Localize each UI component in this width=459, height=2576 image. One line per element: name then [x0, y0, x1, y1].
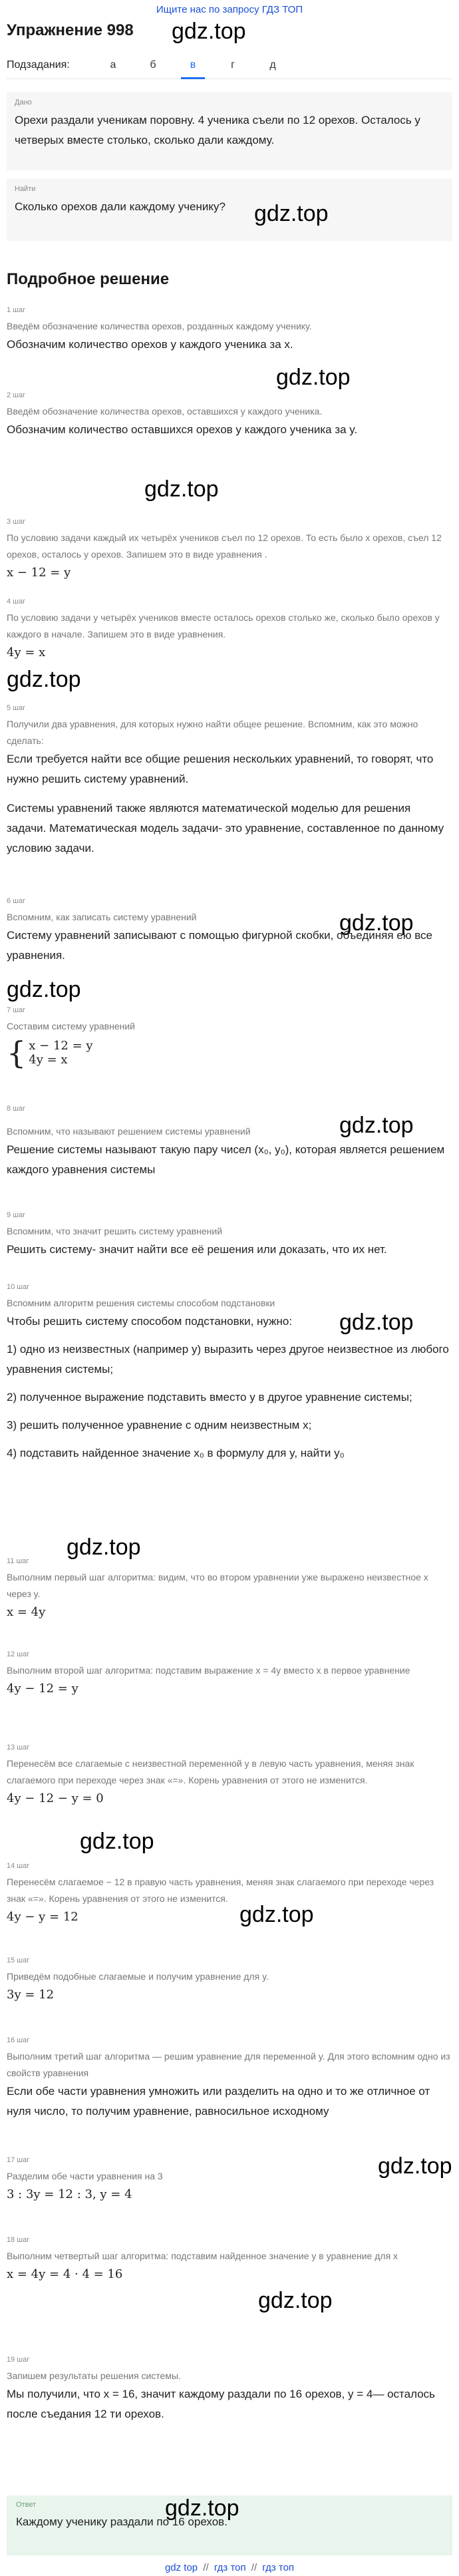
watermark: gdz.top: [339, 1310, 414, 1335]
step-number: 15 шаг: [7, 1956, 30, 1964]
given-box: [7, 92, 452, 170]
step-text: Систему уравнений записывают с помощью фигурной скобки, объединяя ею все уравнения.: [7, 929, 433, 962]
step-number: 5 шаг: [7, 704, 26, 712]
step-hint: Разделим обе части уравнения на 3: [7, 2171, 163, 2181]
step-15: [7, 1956, 452, 2002]
step-17: [7, 2156, 452, 2201]
step-18: [7, 2236, 452, 2281]
watermark: gdz.top: [144, 476, 219, 502]
algorithm-item: 1) одно из неизвестных (например y) выразить через другое неизвестное из любого уравнения системы;: [7, 1343, 449, 1376]
step-hint: Приведём подобные слагаемые и получим уравнение для y.: [7, 1971, 269, 1982]
footer-link[interactable]: gdz top: [164, 2562, 198, 2573]
step-16: [7, 2036, 452, 2121]
subtask-tab-v[interactable]: в: [173, 59, 213, 71]
step-8: [7, 1105, 452, 1180]
step-13: [7, 1744, 452, 1805]
step-hint: Выполним четвертый шаг алгоритма: подставим найденное значение y в уравнение для x: [7, 2251, 398, 2261]
step-hint: Запишем результаты решения системы.: [7, 2370, 181, 2381]
step-hint: Выполним первый шаг алгоритма: видим, что во втором уравнении уже выражено неизвестное x через y.: [7, 1572, 428, 1599]
solution-title: Подробное решение: [7, 270, 170, 288]
step-number: 13 шаг: [7, 1744, 30, 1751]
step-hint: Вспомним, что значит решить систему уравнений: [7, 1226, 223, 1236]
watermark: gdz.top: [254, 201, 329, 226]
subtask-tab-g[interactable]: г: [231, 59, 235, 71]
algorithm-item: 4) подставить найденное значение x₀ в формулу для y, найти y₀: [7, 1447, 345, 1459]
watermark: gdz.top: [7, 667, 81, 692]
step-text: Чтобы решить систему способом подстановки, нужно:: [7, 1315, 293, 1328]
watermark: gdz.top: [378, 2153, 452, 2179]
step-text-2: Системы уравнений также являются математической моделью для решения задачи. Математическая модель задачи- это уравнение, составленное по данному условию задачи.: [7, 802, 444, 854]
step-hint: Вспомним, как записать систему уравнений: [7, 912, 197, 922]
watermark: gdz.top: [67, 1535, 141, 1560]
subtask-tab-a[interactable]: а: [110, 59, 116, 71]
subtask-tab-d[interactable]: д: [269, 59, 276, 71]
watermark: gdz.top: [165, 2495, 239, 2521]
step-number: 9 шаг: [7, 1211, 26, 1219]
given-text: Орехи раздали ученикам поровну. 4 ученика съели по 12 орехов. Осталось у четверых вместе столько, сколько дали каждому.: [15, 114, 420, 146]
step-number: 2 шаг: [7, 391, 26, 399]
step-2: [7, 391, 452, 440]
curly-brace-icon: {: [7, 1035, 27, 1071]
given-caption: Дано: [15, 98, 32, 106]
find-text: Сколько орехов дали каждому ученику?: [15, 200, 226, 213]
step-text: Если требуется найти все общие решения нескольких уравнений, то говорят, что нужно решить систему уравнений.: [7, 753, 434, 785]
step-9: [7, 1211, 452, 1260]
footer-separator: //: [203, 2562, 209, 2573]
answer-caption: Ответ: [16, 2501, 37, 2509]
step-4: [7, 598, 452, 659]
equation-system: [7, 1035, 452, 1071]
step-number: 18 шаг: [7, 2236, 30, 2244]
step-10: [7, 1283, 452, 1463]
watermark: gdz.top: [80, 1829, 154, 1854]
find-caption: Найти: [15, 185, 36, 193]
step-number: 7 шаг: [7, 1006, 26, 1014]
step-text: Решить систему- значит найти все её решения или доказать, что их нет.: [7, 1243, 387, 1256]
subtasks-label: Подзадания:: [7, 59, 70, 71]
watermark: gdz.top: [339, 1113, 414, 1138]
page-title: Упражнение 998: [7, 21, 134, 39]
step-hint: Вспомним, что называют решением системы уравнений: [7, 1126, 251, 1137]
step-hint: Перенесём слагаемое − 12 в правую часть уравнения, меняя знак слагаемого при переходе через знак «=». Корень уравнения от этого не изменится.: [7, 1877, 434, 1904]
system-equation: 4y = x: [29, 1053, 68, 1067]
step-number: 14 шаг: [7, 1862, 30, 1870]
step-equation: 3 : 3y = 12 : 3, y = 4: [7, 2187, 132, 2201]
step-hint: По условию задачи каждый их четырёх учеников съел по 12 орехов. То есть было x орехов, съел 12 орехов, осталось y орехов. Запишем это в виде уравнения .: [7, 532, 442, 560]
step-number: 12 шаг: [7, 1650, 30, 1658]
step-hint: Получили два уравнения, для которых нужно найти общее решение. Вспомним, как это можно сделать:: [7, 719, 418, 746]
step-number: 16 шаг: [7, 2036, 30, 2044]
footer-links: [0, 2562, 459, 2573]
step-hint: Вспомним алгоритм решения системы способом подстановки: [7, 1298, 275, 1308]
footer-separator: //: [251, 2562, 257, 2573]
step-12: [7, 1650, 452, 1696]
step-hint: Выполним второй шаг алгоритма: подставим выражение x = 4y вместо x в первое уравнение: [7, 1665, 410, 1676]
step-number: 3 шаг: [7, 518, 26, 526]
step-number: 10 шаг: [7, 1283, 30, 1291]
step-hint: Введём обозначение количества орехов, оставшихся у каждого ученика.: [7, 406, 323, 417]
step-number: 8 шаг: [7, 1105, 26, 1113]
step-1: [7, 306, 452, 355]
algorithm-item: 2) полученное выражение подставить вместо y в другое уравнение системы;: [7, 1391, 412, 1403]
step-equation: 4y = x: [7, 645, 46, 659]
step-6: [7, 897, 452, 966]
step-equation: x = 4y: [7, 1605, 46, 1619]
step-equation: x − 12 = y: [7, 566, 71, 580]
top-search-link[interactable]: Ищите нас по запросу ГДЗ ТОП: [156, 4, 303, 15]
step-7: [7, 1006, 452, 1071]
step-hint: Составим систему уравнений: [7, 1021, 135, 1031]
watermark: gdz.top: [276, 365, 351, 390]
step-hint: Выполним третий шаг алгоритма — решим уравнение для переменной y. Для этого вспомним одно из свойств уравнения: [7, 2051, 450, 2078]
step-equation: x = 4y = 4 · 4 = 16: [7, 2267, 123, 2281]
watermark: gdz.top: [339, 910, 414, 936]
step-number: 1 шаг: [7, 306, 26, 314]
step-number: 17 шаг: [7, 2156, 30, 2164]
watermark: gdz.top: [172, 19, 246, 44]
step-number: 6 шаг: [7, 897, 26, 905]
step-text: Обозначим количество орехов у каждого ученика за x.: [7, 338, 293, 351]
step-number: 11 шаг: [7, 1557, 29, 1565]
step-equation: 4y − 12 = y: [7, 1682, 78, 1696]
algorithm-item: 3) решить полученное уравнение с одним неизвестным x;: [7, 1419, 312, 1431]
step-hint: По условию задачи у четырёх учеников вместе осталось орехов столько же, сколько было орехов у каждого в начале. Запишем это в виде уравнения.: [7, 612, 440, 640]
footer-link[interactable]: гдз топ: [214, 2562, 246, 2573]
step-text: Если обе части уравнения умножить или разделить на одно и то же отличное от нуля число, то получим уравнение, равносильное исходному: [7, 2085, 430, 2117]
step-14: [7, 1862, 452, 1924]
answer-text: Каждому ученику раздали по 16 орехов.: [16, 2515, 228, 2528]
subtasks-bar: [7, 52, 452, 79]
watermark: gdz.top: [239, 1902, 314, 1927]
step-text: Мы получили, что x = 16, значит каждому раздали по 16 орехов, y = 4— осталось после съедания 12 ти орехов.: [7, 2388, 435, 2420]
step-hint: Введём обозначение количества орехов, розданных каждому ученику.: [7, 321, 312, 331]
step-equation: 4y − y = 12: [7, 1910, 78, 1924]
step-19: [7, 2356, 452, 2424]
footer-link[interactable]: гдз топ: [262, 2562, 295, 2573]
step-text: Решение системы называют такую пару чисел (x₀, y₀), которая является решением каждого уравнения системы: [7, 1143, 445, 1176]
step-3: [7, 518, 452, 580]
find-box: [7, 178, 452, 241]
watermark: gdz.top: [258, 2288, 333, 2313]
step-text: Обозначим количество оставшихся орехов у каждого ученика за y.: [7, 423, 358, 436]
subtask-tab-b[interactable]: б: [150, 59, 156, 71]
step-5: [7, 704, 452, 858]
step-number: 19 шаг: [7, 2356, 30, 2364]
step-number: 4 шаг: [7, 598, 26, 606]
step-equation: 3y = 12: [7, 1988, 55, 2002]
step-equation: 4y − 12 − y = 0: [7, 1791, 104, 1805]
step-hint: Перенесём все слагаемые с неизвестной переменной y в левую часть уравнения, меняя знак слагаемого при переходе через знак «=». Корень уравнения от этого не изменится.: [7, 1758, 414, 1785]
system-equation: x − 12 = y: [29, 1039, 93, 1053]
step-11: [7, 1557, 452, 1619]
watermark: gdz.top: [7, 977, 81, 1002]
